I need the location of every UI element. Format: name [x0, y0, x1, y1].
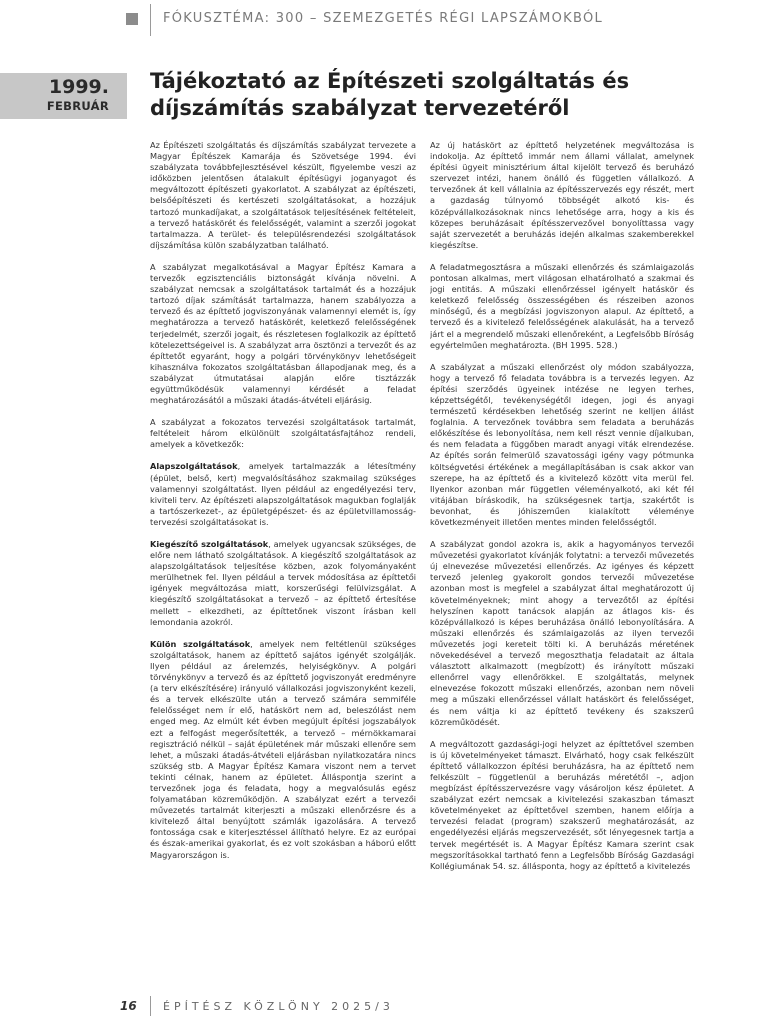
page-header: [0, 0, 757, 40]
paragraph-text: A feladatmegosztásra a műszaki ellenőrzés és számlaigazolás pontosan alkalmas, mert világosan elhatárolható a szakmai és jogi entitás. A műszaki ellenőrzéssel igényelt hatáskör és keletkező felelősség összességében és részeiben azonos minőségű, és a megbízási jogviszonyon alapul. Az építtető, a tervező és a kivitelező felelősségének alakulását, ha a tervező járt el a megrendelő műszaki ellenőreként, a Legfelsőbb Bíróság egyértelműen meghatározta. (BH 1995. 528.): [430, 261, 694, 350]
header-square-icon: [126, 13, 138, 25]
footer-divider: [150, 996, 151, 1016]
paragraph-text: Az Építészeti szolgáltatás és díjszámítás szabályzat tervezete a Magyar Építészek Kamarája és Szövetsége 1994. évi szabályzata továbbfejlesztésével készült, figyelembe veszi az időközben jelentősen átalakult építésügyi joganyagot és megváltozott építészeti gyakorlatot. A szabályzat az építészeti, belsőépítészeti és kertészeti szolgáltatásokat, a hozzájuk tartozó munkadíjakat, a szolgáltatások teljesítésének feltételeit, a tervező hatáskörét és felelősségét, valamint a szerzői jogokat tartalmazza. A terület- és településrendezési szolgáltatások díjszámítása külön szabályzatban található.: [150, 140, 416, 250]
right-column: [430, 140, 694, 995]
paragraph-lead: Alapszolgáltatások: [150, 461, 238, 472]
paragraph: [430, 140, 694, 251]
paragraph: [430, 262, 694, 351]
paragraph: [150, 539, 416, 628]
paragraph-text: , amelyek nem feltétlenül szükséges szolgáltatások, hanem az építtető sajátos igényét szolgálják. Ilyen például az árelemzés, helyiségkönyv. A polgári törvénykönyv a tervező és az építtető jogviszonyát eredményre (a terv elkészítésére) irányuló vállalkozási jogviszonyként kezeli, és a tervek elkészülte után a tervező számára semmiféle felelősséget nem ír elő, hatáskört nem ad, beleszólást nem enged meg. Az elmúlt két évben megújult építési jogszabályok ezt a felfogást megerősítették, a tervező – mérnökkamarai regisztráció nélkül – saját épületének már műszaki ellenőre sem lehet, a műszaki átadás-átvételi eljárásban nyilatkozatára nincs szükség stb. A Magyar Építész Kamara viszont nem a tervet tekinti célnak, hanem az épületet. Álláspontja szerint a tervezőnek joga és feladata, hogy a megvalósulás egész folyamatában közreműködjön. A szabályzat ezért a tervezői művezetés tartalmát kiterjeszti a műszaki ellenőrzésre és a kivitelező által benyújtott számlák igazolására. A tervező fontossága csak e kiterjesztéssel állítható helyre. Ez az európai és észak-amerikai gyakorlat, és ez volt szokásban a háború előtt Magyarországon is.: [150, 638, 416, 860]
paragraph: [150, 140, 416, 251]
paragraph: [430, 362, 694, 528]
paragraph-text: A szabályzat gondol azokra is, akik a hagyományos tervezői művezetési gyakorlatot kívánják folytatni: a tervezői művezetés új elnevezése művezetési ellenőrzés. Az igényes és képzett tervező jelenleg gyakorolt gondos tervezői művezetése azonban most is megfelel a szabályzat által meghatározott új követelményeknek; mint ahogy a tervezőtől az építési helyszínen kapott tanácsok alapján az átlagos kis- és középvállalkozó is képes beruházása önálló lebonyolítására. A műszaki ellenőrzés és számlaigazolás az ilyen tervezői művezetés jogi kereteit tölti ki. A beruházás méretének növekedésével a tervező megoszthatja feladatait az általa választott alkalmazott (megbízott) és irányított műszaki ellenőrrel vagy ellenőrökkel. E szolgáltatás, melynek elnevezése fokozott műszaki ellenőrzés, azonban nem növeli meg a műszaki ellenőrzéssel vállalt hatáskört és felelősséget, és nem váltja ki az építtető tevékeny és szakszerű közreműködését.: [430, 539, 694, 727]
journal-name: ÉPÍTÉSZ KÖZLÖNY 2025/3: [163, 1000, 394, 1013]
paragraph: [150, 639, 416, 861]
paragraph-text: , amelyek ugyancsak szükséges, de előre nem látható szolgáltatások. A kiegészítő szolgáltatások az alapszolgáltatások teljesítése közben, azok folyományaként merülhetnek fel. Ilyen például a tervek módosítása az építtetői igények megváltozása miatt, korszerűségi felülvizsgálat. A kiegészítő szolgáltatásokat a tervező – az építtető értesítése mellett – elkezdheti, az építtetőnek viszont írásban kell lemondania azokról.: [150, 539, 416, 627]
paragraph-text: A szabályzat a fokozatos tervezési szolgáltatások tartalmát, feltételeit három elkülönült szolgáltatásfajtához rendeli, amelyek a következők:: [150, 417, 416, 450]
paragraph-text: Az új hatáskört az építtető helyzetének megváltozása is indokolja. Az építtető immár nem állami vállalat, amelynek építési ügyeit minisztérium által kijelölt tervező és beruházó szervezet intézi, hanem önálló és független vállalkozó. A tervezőnek át kell vállalnia az építésszervezés egy részét, mert a gazdaság túlnyomó többségét alkotó kis- és középvállalkozásoknak nincs lehetősége arra, hogy a kis és közepes beruházásait építésszervezővel bonyolíttassa vagy saját szervezetét a beruházás idején alkalmas szakemberekkel kiegészítse.: [430, 140, 694, 250]
paragraph: [150, 417, 416, 450]
date-month: FEBRUÁR: [46, 99, 109, 113]
date-year: 1999.: [48, 76, 109, 98]
section-title: FÓKUSZTÉMA: 300 – SZEMEZGETÉS RÉGI LAPSZÁMOKBÓL: [163, 11, 604, 26]
article-title: Tájékoztató az Építészeti szolgáltatás és díjszámítás szabályzat tervezetéről: [150, 69, 630, 120]
paragraph-text: A szabályzat megalkotásával a Magyar Építész Kamara a tervezők egzisztenciális biztonságát kívánja növelni. A szabályzat nemcsak a szolgáltatások tartalmát és a hozzájuk tartozó díjak számítását tartalmazza, hanem szabályozza a tervező és az építtető jogviszonyának valamennyi elemét is, így meghatározza a tervező hatáskörét, keletkező felelősségének terjedelmét, szerzői jogait, és részletesen foglalkozik az építtető kötelezettségeivel is. A szabályzat arra ösztönzi a tervezőt és az építtetőt egyaránt, hogy a polgári törvénykönyv lehetőségeit kihasználva fokozatos szolgáltatásban állapodjanak meg, és a szabályzat útmutatásai alapján előre tisztázzák együttműködésük valamennyi kérdését a feladat meghatározásától a műszaki átadás-átvételi eljárásig.: [150, 261, 416, 406]
paragraph-text: A megváltozott gazdasági-jogi helyzet az építtetővel szemben is új követelményeket támaszt. Elvárható, hogy csak felkészült építtető vállalkozzon építési beruházásra, ha az építtető nem felkészült – függetlenül a beruházás méretétől –, adjon megbízást építésszervezésre vagy vásároljon kész épületet. A szabályzat ezért nemcsak a kivitelezési szakaszban támaszt követelményeket az építtetővel szemben, hanem előírja a tervezési feladat (program) szakszerű meghatározását, az engedélyezési eljárás megszervezését, sőt lényegesnek tartja a tervek megértését is. A Magyar Építész Kamara szerint csak megszorításokkal tartható fenn a Legfelsőbb Bíróság Gazdasági Kollégiumának 54. sz. állásponta, hogy az építtető a kivitelezés: [430, 738, 694, 871]
paragraph-text: , amelyek tartalmazzák a létesítmény (épület, belső, kert) megvalósításához szakmailag szükséges valamennyi szolgáltatást. Ilyen például az engedélyezési terv, kiviteli terv. Az építészeti alapszolgáltatások magukban foglalják a tartószerkezet-, az épületgépészet- és az épületvillamosság-tervezési szolgáltatásokat is.: [150, 461, 416, 527]
paragraph-text: A szabályzat a műszaki ellenőrzést oly módon szabályozza, hogy a tervező fő feladata továbbra is a tervezés legyen. Az építési szerződés ügyeinek intézése ne legyen terhes, képzettségétől, tevékenységétől idegen, jogi és anyagi természetű kérdésekben lehetőség szerint ne kelljen állást foglalnia. A tervezőnek továbbra sem feladata a beruházás előkészítése és lebonyolítása, nem kell részt vennie díjalkuban, és nem feladata a függőben maradt anyagi viták elrendezése. Az építés során felmerülő szavatossági igény vagy pótmunka költségvetési értékének a megállapításában is csak akkor van szerepe, ha az építtető és a kivitelező között vita merül fel. Ilyenkor azonban már független véleményalkotó, aki két fél vitájában bíráskodik, ha szükségesnek tartja, szakértőt is bevonhat, és jóhiszeműen kialakított véleménye következményeit illetően mentes minden felelősségtől.: [430, 361, 694, 527]
paragraph: [430, 739, 694, 872]
paragraph: [150, 461, 416, 528]
paragraph-lead: Kiegészítő szolgáltatások: [150, 539, 269, 549]
page-number: 16: [120, 999, 137, 1013]
left-column: [150, 140, 416, 995]
date-box: [0, 73, 127, 119]
paragraph: [150, 262, 416, 406]
paragraph-lead: Külön szolgáltatások: [150, 638, 251, 649]
header-divider: [150, 4, 151, 36]
paragraph: [430, 539, 694, 728]
